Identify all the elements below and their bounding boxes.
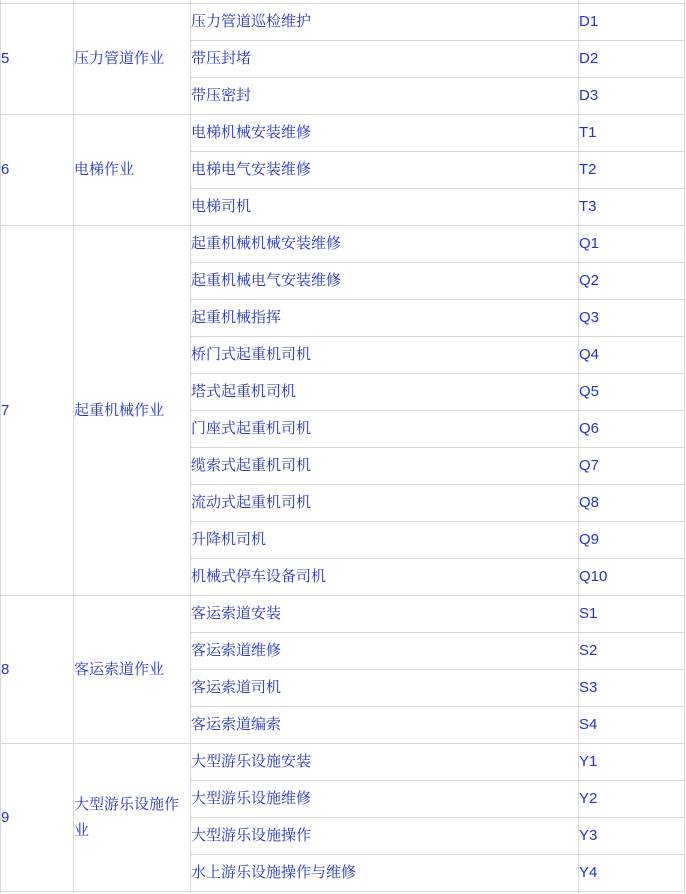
section-number: 7 <box>1 226 74 596</box>
section-number: 6 <box>1 115 74 226</box>
section-number: 8 <box>1 596 74 744</box>
item-name: 流动式起重机司机 <box>191 485 579 522</box>
item-code: Q5 <box>579 374 685 411</box>
table-row <box>1 226 685 263</box>
item-code: Q1 <box>579 226 685 263</box>
item-code: S1 <box>579 596 685 633</box>
partial-row-bottom <box>1 892 685 894</box>
table-row <box>1 744 685 781</box>
item-code: Q8 <box>579 485 685 522</box>
item-name: 带压封堵 <box>191 41 579 78</box>
item-code: S3 <box>579 670 685 707</box>
section-category: 起重机械作业 <box>74 226 191 596</box>
item-code: Y1 <box>579 744 685 781</box>
item-name: 桥门式起重机司机 <box>191 337 579 374</box>
item-name: 水上游乐设施操作与维修 <box>191 855 579 892</box>
item-name: 机械式停车设备司机 <box>191 559 579 596</box>
item-name: 带压密封 <box>191 78 579 115</box>
table-body <box>1 0 685 893</box>
item-code: D2 <box>579 41 685 78</box>
section-category: 客运索道作业 <box>74 596 191 744</box>
item-code: Q4 <box>579 337 685 374</box>
item-name: 塔式起重机司机 <box>191 374 579 411</box>
partial-row-cell <box>74 892 191 894</box>
item-code: Q3 <box>579 300 685 337</box>
item-code: Y2 <box>579 781 685 818</box>
item-name: 缆索式起重机司机 <box>191 448 579 485</box>
item-code: T3 <box>579 189 685 226</box>
item-name: 电梯司机 <box>191 189 579 226</box>
section-category: 压力管道作业 <box>74 4 191 115</box>
item-name: 电梯电气安装维修 <box>191 152 579 189</box>
item-name: 压力管道巡检维护 <box>191 4 579 41</box>
item-code: Q2 <box>579 263 685 300</box>
item-name: 起重机械机械安装维修 <box>191 226 579 263</box>
table-row <box>1 596 685 633</box>
item-name: 大型游乐设施安装 <box>191 744 579 781</box>
item-name: 起重机械电气安装维修 <box>191 263 579 300</box>
item-code: T1 <box>579 115 685 152</box>
item-code: S2 <box>579 633 685 670</box>
item-code: D1 <box>579 4 685 41</box>
item-name: 客运索道安装 <box>191 596 579 633</box>
table-row <box>1 4 685 41</box>
item-name: 大型游乐设施维修 <box>191 781 579 818</box>
item-code: Q7 <box>579 448 685 485</box>
item-name: 客运索道编索 <box>191 707 579 744</box>
item-name: 客运索道司机 <box>191 670 579 707</box>
section-category: 大型游乐设施作业 <box>74 744 191 892</box>
item-code: Y3 <box>579 818 685 855</box>
item-name: 大型游乐设施操作 <box>191 818 579 855</box>
partial-row-cell <box>579 892 685 894</box>
item-code: Q9 <box>579 522 685 559</box>
item-code: Y4 <box>579 855 685 892</box>
section-number: 5 <box>1 4 74 115</box>
item-name: 门座式起重机司机 <box>191 411 579 448</box>
item-name: 客运索道维修 <box>191 633 579 670</box>
partial-row-cell <box>191 892 579 894</box>
section-number: 9 <box>1 744 74 892</box>
item-name: 电梯机械安装维修 <box>191 115 579 152</box>
section-category: 电梯作业 <box>74 115 191 226</box>
item-code: T2 <box>579 152 685 189</box>
item-code: Q10 <box>579 559 685 596</box>
item-code: Q6 <box>579 411 685 448</box>
partial-row-cell <box>1 892 74 894</box>
item-name: 升降机司机 <box>191 522 579 559</box>
item-code: D3 <box>579 78 685 115</box>
item-name: 起重机械指挥 <box>191 300 579 337</box>
table-row <box>1 115 685 152</box>
item-code: S4 <box>579 707 685 744</box>
